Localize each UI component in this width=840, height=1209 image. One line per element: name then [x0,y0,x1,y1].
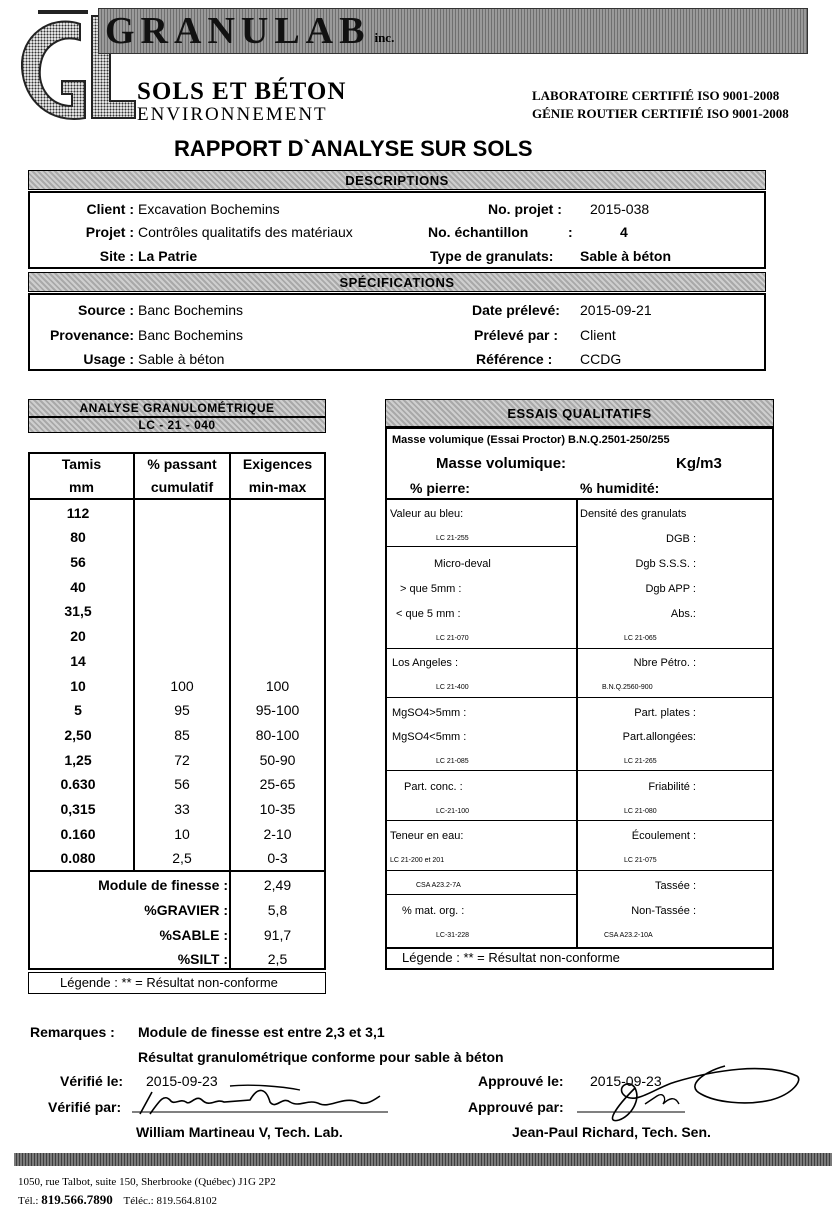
density-label: Masse volumique: [436,455,567,472]
division-line1: SOLS ET BÉTON [137,78,347,105]
approver-name: Jean-Paul Richard, Tech. Sen. [512,1124,711,1140]
verified-on-label: Vérifié le: [60,1073,124,1089]
remarks-label: Remarques : [30,1024,115,1040]
specifications-header: SPÉCIFICATIONS [28,272,766,292]
fineness-value: 2,49 [263,877,292,893]
petro-label: Nbre Pétro. : [633,657,696,669]
descriptions-header: DESCRIPTIONS [28,170,766,190]
project-label: Projet : [85,224,134,240]
fineness-label: Module de finesse : [98,877,228,893]
header-passing-sub: cumulatif [150,479,214,495]
header-passing: % passant [147,456,217,472]
blue-value-label: Valeur au bleu: [390,508,464,520]
silt-label: %SILT : [177,951,228,967]
aggregate-type-value: Sable à béton [580,248,672,264]
header-sieve-unit: mm [69,479,94,495]
verified-by-label: Vérifié par: [48,1099,122,1115]
sample-no-colon: : [568,224,573,240]
provenance-value: Banc Bochemins [138,327,244,343]
date-sampled-label: Date prélevé: [472,302,560,318]
granulometry-title: ANALYSE GRANULOMÉTRIQUE [28,399,326,417]
report-title: RAPPORT D`ANALYSE SUR SOLS [174,136,533,161]
header-requirements-sub: min-max [248,479,307,495]
project-no-value: 2015-038 [590,201,650,217]
sampled-by-label: Prélevé par : [474,327,559,343]
qualitative-title: ESSAIS QUALITATIFS [385,399,774,427]
sample-no-value: 4 [620,224,628,240]
company-name: GRANULAB inc. [98,8,808,54]
aggregate-density-label: Densité des granulats [580,508,687,520]
approver-signature [575,1048,805,1128]
elongated-particles-label: Part.allongées: [622,731,696,743]
micro-deval-label: Micro-deval [434,558,491,570]
unpacked-label: Non-Tassée : [631,905,696,917]
gravel-value: 5,8 [267,902,288,918]
project-value: Contrôles qualitatifs des matériaux [138,224,353,240]
reference-value: CCDG [580,351,622,367]
date-sampled-value: 2015-09-21 [580,302,652,318]
flow-label: Écoulement : [631,830,696,842]
flow-ref: LC 21-075 [624,857,657,864]
mgso4-gt-label: MgSO4>5mm : [392,707,467,719]
approved-on-value: 2015-09-23 [590,1073,662,1089]
remarks-line1: Module de finesse est entre 2,3 et 3,1 [138,1024,385,1040]
sand-label: %SABLE : [159,927,228,943]
micro-deval-ref: LC 21-070 [436,635,469,642]
density-unit: Kg/m3 [676,455,722,472]
footer-bar [14,1153,832,1166]
flat-particles-ref: LC 21-265 [624,758,657,765]
dgb-app-label: Dgb APP : [645,583,696,595]
packed-ref: CSA A23.2-10A [604,932,653,939]
los-angeles-label: Los Angeles : [392,657,459,669]
mgso4-ref: LC 21-085 [436,758,469,765]
abs-ref: LC 21-065 [624,635,657,642]
sand-value: 91,7 [263,927,292,943]
sampled-by-value: Client [580,327,616,343]
verified-on-value: 2015-09-23 [146,1073,218,1089]
approved-by-label: Approuvé par: [468,1099,564,1115]
water-content-ref: LC 21-200 et 201 [390,857,445,864]
client-value: Excavation Bochemins [138,201,280,217]
dgb-sss-label: Dgb S.S.S. : [635,558,696,570]
blue-value-ref: LC 21-255 [436,535,469,542]
footer-address: 1050, rue Talbot, suite 150, Sherbrooke (Québec) J1G 2P2 [18,1176,276,1188]
reference-label: Référence : [476,351,553,367]
site-value: La Patrie [138,248,198,264]
gravel-label: %GRAVIER : [144,902,228,918]
moisture-label: % humidité: [580,480,660,496]
verifier-signature [130,1080,390,1122]
provenance-label: Provenance: [49,327,134,343]
silt-value: 2,5 [267,951,288,967]
client-label: Client : [86,201,134,217]
project-no-label: No. projet : [488,201,562,217]
micro-deval-lt5: < que 5 mm : [396,608,461,620]
certification-lab: LABORATOIRE CERTIFIÉ ISO 9001-2008 [532,88,780,103]
approved-on-label: Approuvé le: [478,1073,564,1089]
water-content-label: Teneur en eau: [390,830,464,842]
los-angeles-ref: LC 21-400 [436,684,469,691]
qualitative-legend-text: Légende : ** = Résultat non-conforme [402,950,620,965]
division-line2: ENVIRONNEMENT [137,104,328,125]
organic-label: % mat. org. : [402,905,465,917]
usage-value: Sable à béton [138,351,225,367]
proctor-line: Masse volumique (Essai Proctor) B.N.Q.2501-250/255 [392,434,670,446]
abs-label: Abs.: [670,608,696,620]
header-requirements: Exigences [242,456,313,472]
granulometry-legend-text: Légende : ** = Résultat non-conforme [60,975,278,990]
site-label: Site : [99,248,134,264]
mgso4-lt-label: MgSO4<5mm : [392,731,467,743]
source-label: Source : [77,302,134,318]
sample-no-label: No. échantillon [428,224,529,240]
stone-label: % pierre: [410,480,470,496]
remarks-line2: Résultat granulométrique conforme pour sable à béton [138,1049,504,1065]
petro-ref: B.N.Q.2560-900 [602,684,653,691]
organic-ref: LC-31-228 [436,932,470,939]
dgb-label: DGB : [666,533,696,545]
certification-road: GÉNIE ROUTIER CERTIFIÉ ISO 9001-2008 [532,106,789,121]
granulometry-subtitle: LC - 21 - 040 [28,417,326,433]
header-sieve: Tamis [61,456,102,472]
part-conc-ref: LC-21-100 [436,808,470,815]
friability-ref: LC 21-080 [624,808,657,815]
packed-label: Tassée : [655,880,696,892]
flat-particles-label: Part. plates : [634,707,696,719]
part-conc-label: Part. conc. : [404,781,463,793]
source-value: Banc Bochemins [138,302,244,318]
water-content-ref2: CSA A23.2-7A [416,882,461,889]
verifier-name: William Martineau V, Tech. Lab. [136,1124,343,1140]
micro-deval-gt5: > que 5mm : [400,583,462,595]
friability-label: Friabilité : [648,781,696,793]
footer-phone: Tél.: 819.566.7890 Téléc.: 819.564.8102 [18,1192,217,1207]
usage-label: Usage : [83,351,134,367]
aggregate-type-label: Type de granulats: [430,248,554,264]
